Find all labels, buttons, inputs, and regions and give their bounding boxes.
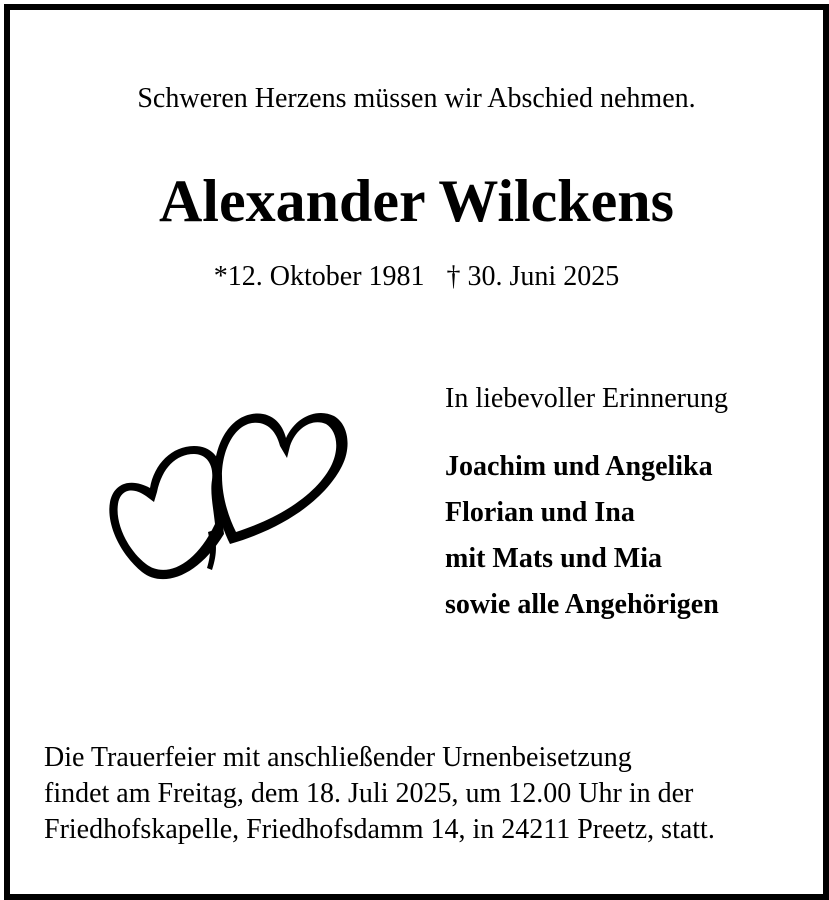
two-hearts-icon	[102, 402, 352, 588]
service-line: Die Trauerfeier mit anschließender Urnenbeisetzung	[44, 742, 632, 773]
birth-date: *12. Oktober 1981	[213, 261, 425, 292]
service-line: Friedhofskapelle, Friedhofsdamm 14, in 24211 Preetz, statt.	[44, 814, 715, 845]
mourner-line: Joachim und Angelika	[445, 451, 713, 482]
mourner-line: Florian und Ina	[445, 497, 635, 528]
service-line: findet am Freitag, dem 18. Juli 2025, um 12.00 Uhr in der	[44, 778, 694, 809]
life-dates	[10, 260, 823, 294]
memory-heading: In liebevoller Erinnerung	[445, 383, 729, 414]
mourner-line: sowie alle Angehörigen	[445, 589, 719, 620]
obituary-frame	[4, 4, 829, 900]
intro-line: Schweren Herzens müssen wir Abschied nehmen.	[137, 83, 696, 114]
mourners-list	[445, 444, 815, 628]
mourner-line: mit Mats und Mia	[445, 543, 662, 574]
deceased-name: Alexander Wilckens	[158, 168, 675, 234]
death-date: † 30. Juni 2025	[446, 261, 620, 292]
service-notice	[44, 740, 804, 848]
